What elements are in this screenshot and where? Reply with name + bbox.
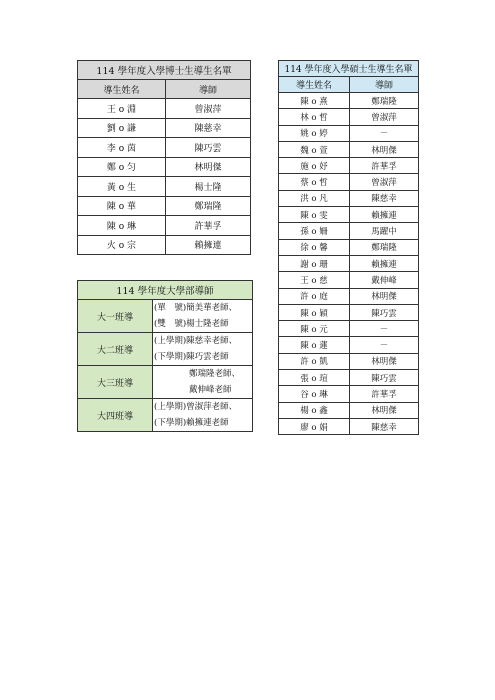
phd-advisor-name: 許華孚 [166,216,251,236]
phd-student-name: 王 o 淵 [78,99,166,119]
phd-table-row [78,157,251,177]
class-advisor-line: (上學期)陳慈幸老師、 [153,333,253,350]
undergrad-table-title: 114 學年度大學部導師 [78,281,253,300]
master-advisor-name: 林明傑 [350,353,419,369]
class-advisor-line: (雙 號)楊士隆老師 [153,316,253,333]
master-advisor-name: 曾淑萍 [350,109,419,125]
master-student-name: 孫 o 姍 [279,223,350,239]
undergrad-table-row [78,366,253,383]
master-student-name: 陳 o 元 [279,321,350,337]
master-table-row [279,125,419,141]
master-student-name: 谷 o 琳 [279,386,350,402]
master-advisee-table [278,60,419,435]
class-name: 大二班導 [78,333,153,366]
phd-table-title: 114 學年度入學博士生導生名單 [78,61,251,80]
phd-table-row [78,118,251,138]
master-table-row [279,353,419,369]
phd-header-student: 導生姓名 [78,80,166,99]
master-student-name: 施 o 妤 [279,158,350,174]
master-table-row [279,272,419,288]
master-student-name: 謝 o 珊 [279,255,350,271]
phd-table-row [78,138,251,158]
class-advisor-line: 戴伸峰老師 [153,382,253,399]
phd-student-name: 李 o 茵 [78,138,166,158]
phd-table-row [78,235,251,255]
phd-header-advisor: 導師 [166,80,251,99]
master-student-name: 許 o 凱 [279,353,350,369]
undergrad-table-row [78,300,253,317]
phd-table-row [78,99,251,119]
phd-advisee-table [77,60,251,255]
phd-advisor-name: 林明傑 [166,157,251,177]
master-table-title: 114 學年度入學碩士生導生名單 [279,61,419,77]
master-advisor-name: 賴擁連 [350,207,419,223]
class-name: 大一班導 [78,300,153,333]
master-table-row [279,158,419,174]
master-table-row [279,418,419,434]
master-table-row [279,370,419,386]
master-advisor-name: 戴伸峰 [350,272,419,288]
master-student-name: 洪 o 凡 [279,190,350,206]
master-student-name: 魏 o 萱 [279,141,350,157]
class-name: 大四班導 [78,399,153,432]
master-student-name: 陳 o 雯 [279,207,350,223]
master-student-name: 王 o 慈 [279,272,350,288]
phd-student-name: 鄭 o 匀 [78,157,166,177]
master-advisor-name: 賴擁連 [350,255,419,271]
phd-advisor-name: 陳巧雲 [166,138,251,158]
master-advisor-name: 馬躍中 [350,223,419,239]
master-advisor-name: 許華孚 [350,158,419,174]
master-advisor-name: 林明傑 [350,288,419,304]
class-advisor-line: (下學期)賴擁連老師 [153,415,253,432]
phd-table-row [78,216,251,236]
master-header-advisor: 導師 [350,77,419,93]
phd-advisor-name: 楊士隆 [166,177,251,197]
master-table-row [279,304,419,320]
phd-table-row [78,196,251,216]
master-student-name: 蔡 o 哲 [279,174,350,190]
phd-advisor-name: 曾淑萍 [166,99,251,119]
master-table-row [279,239,419,255]
master-student-name: 徐 o 馨 [279,239,350,255]
class-name: 大三班導 [78,366,153,399]
phd-student-name: 火 o 宗 [78,235,166,255]
master-advisor-name: 陳巧雲 [350,370,419,386]
master-table-row [279,207,419,223]
master-table-row [279,190,419,206]
class-advisor-line: (下學期)陳巧雲老師 [153,349,253,366]
master-student-name: 陳 o 蓮 [279,337,350,353]
phd-advisor-name: 賴擁連 [166,235,251,255]
master-table-row [279,109,419,125]
master-header-student: 導生姓名 [279,77,350,93]
master-student-name: 陳 o 穎 [279,304,350,320]
master-student-name: 廖 o 娟 [279,418,350,434]
master-advisor-name: 鄭瑞隆 [350,239,419,255]
master-advisor-name: 林明傑 [350,141,419,157]
master-student-name: 林 o 哲 [279,109,350,125]
undergrad-table-row [78,399,253,416]
master-table-row [279,93,419,109]
master-table-row [279,321,419,337]
master-advisor-name: 曾淑萍 [350,174,419,190]
class-advisor-line: (單 號)簡美華老師、 [153,300,253,317]
master-table-row [279,174,419,190]
master-table-row [279,337,419,353]
master-table-row [279,288,419,304]
phd-student-name: 陳 o 琳 [78,216,166,236]
master-advisor-name: － [350,321,419,337]
master-student-name: 姚 o 婷 [279,125,350,141]
master-student-name: 張 o 瑄 [279,370,350,386]
master-advisor-name: － [350,125,419,141]
master-student-name: 許 o 庭 [279,288,350,304]
master-table-row [279,386,419,402]
master-advisor-name: 陳慈幸 [350,418,419,434]
phd-student-name: 劉 o 謙 [78,118,166,138]
phd-student-name: 陳 o 華 [78,196,166,216]
phd-advisor-name: 鄭瑞隆 [166,196,251,216]
phd-advisor-name: 陳慈幸 [166,118,251,138]
phd-student-name: 黃 o 生 [78,177,166,197]
master-student-name: 陳 o 熹 [279,93,350,109]
master-advisor-name: 鄭瑞隆 [350,93,419,109]
undergrad-table-row [78,333,253,350]
master-advisor-name: 林明傑 [350,402,419,418]
master-advisor-name: 陳巧雲 [350,304,419,320]
master-advisor-name: 許華孚 [350,386,419,402]
master-table-row [279,141,419,157]
undergrad-advisor-table [77,280,253,432]
master-student-name: 楊 o 鑫 [279,402,350,418]
class-advisor-line: 鄭瑞隆老師、 [153,366,253,383]
master-table-row [279,223,419,239]
master-advisor-name: 陳慈幸 [350,190,419,206]
master-table-row [279,402,419,418]
phd-table-row [78,177,251,197]
master-advisor-name: － [350,337,419,353]
class-advisor-line: (上學期)曾淑萍老師、 [153,399,253,416]
master-table-row [279,255,419,271]
